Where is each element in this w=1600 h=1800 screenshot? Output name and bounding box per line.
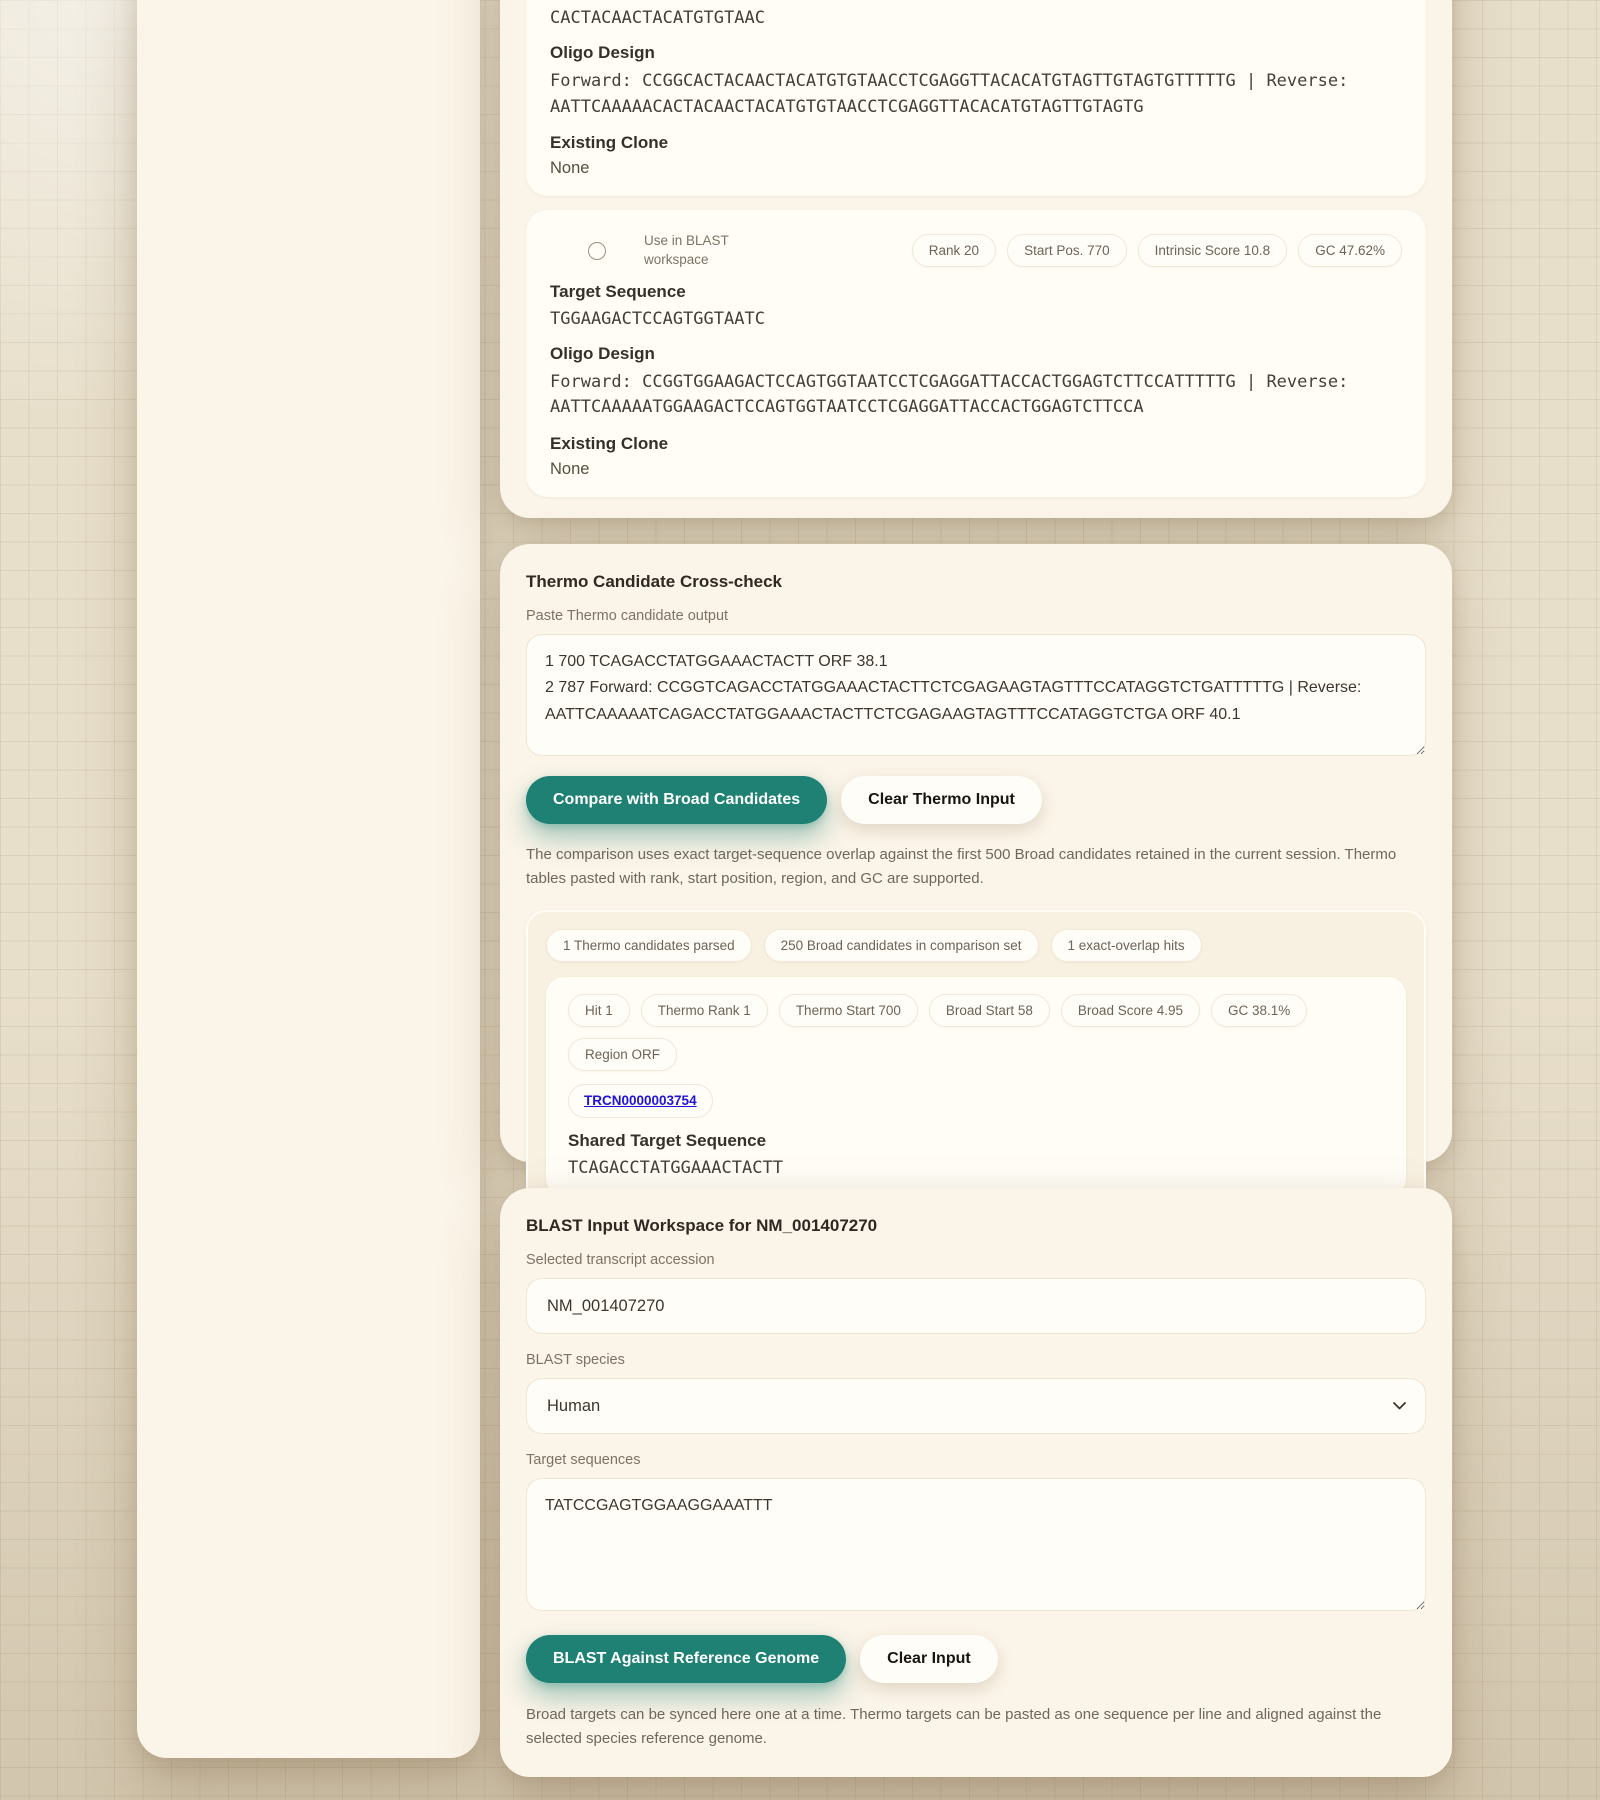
broad-start-badge: Broad Start 58 (929, 994, 1050, 1027)
existing-clone-label: Existing Clone (550, 133, 669, 153)
blast-species-select[interactable] (526, 1378, 1426, 1434)
oligo-design-label: Oligo Design (550, 43, 655, 63)
oligo-design-value: Forward: CCGGTGGAAGACTCCAGTGGTAATCCTCGAGGATTACCACTGGAGTCTTCCATTTTTG | Reverse: AATTCAAAAATGGAAGACTCCAGTGGTAATCCTCGAGGATTACCACTGGAGTCTTCCA (550, 371, 1359, 418)
candidate-2-badges (912, 234, 1402, 267)
target-sequence-label: Target Sequence (550, 281, 686, 301)
shared-target-sequence-value: TCAGACCTATGGAAACTACTT (568, 1158, 783, 1178)
clear-input-button[interactable]: Clear Input (860, 1635, 998, 1683)
accession-input[interactable] (526, 1278, 1426, 1334)
candidate-card-2 (526, 210, 1426, 496)
target-sequence-value: CACTACAACTACATGTGTAAC (550, 8, 765, 29)
thermo-button-row (526, 776, 1426, 824)
target-sequences-textarea[interactable] (526, 1478, 1426, 1611)
thermo-description: The comparison uses exact target-sequence overlap against the first 500 Broad candidates retained in the current session. Thermo tables pasted with rank, start position, region, and GC are supported. (526, 846, 1397, 887)
clear-thermo-input-button[interactable]: Clear Thermo Input (841, 776, 1042, 824)
accession-label: Selected transcript accession (526, 1252, 715, 1268)
blast-card-title: BLAST Input Workspace for NM_001407270 (526, 1216, 878, 1235)
hit-gc-badge: GC 38.1% (1211, 994, 1307, 1027)
blast-workspace-card (500, 1188, 1452, 1777)
intrinsic-score-badge: Intrinsic Score 10.8 (1138, 234, 1288, 267)
region-badge: Region ORF (568, 1038, 677, 1071)
hit-number-badge: Hit 1 (568, 994, 630, 1027)
clone-link-pill (568, 1084, 713, 1118)
thermo-rank-badge: Thermo Rank 1 (641, 994, 768, 1027)
target-sequence-label (550, 0, 1402, 1)
target-sequences-label: Target sequences (526, 1452, 641, 1468)
existing-clone-value: None (550, 159, 590, 178)
species-label: BLAST species (526, 1352, 625, 1368)
use-in-blast-label: Use in BLAST workspace (644, 233, 729, 267)
thermo-parsed-badge: 1 Thermo candidates parsed (546, 929, 752, 962)
overlap-hits-badge: 1 exact-overlap hits (1051, 929, 1202, 962)
species-select-wrap (526, 1378, 1426, 1434)
candidates-card (500, 0, 1452, 518)
comparison-summary-badges (546, 929, 1406, 962)
shared-target-sequence-label: Shared Target Sequence (568, 1131, 767, 1150)
broad-set-badge: 250 Broad candidates in comparison set (764, 929, 1039, 962)
candidate-card-1 (526, 0, 1426, 196)
target-sequence-value: TGGAAGACTCCAGTGGTAATC (550, 308, 765, 329)
thermo-input-textarea[interactable] (526, 634, 1426, 756)
rank-badge: Rank 20 (912, 234, 996, 267)
thermo-crosscheck-card (500, 544, 1452, 1178)
thermo-card-title: Thermo Candidate Cross-check (526, 572, 783, 591)
existing-clone-label: Existing Clone (550, 433, 669, 453)
thermo-start-badge: Thermo Start 700 (779, 994, 918, 1027)
oligo-design-label: Oligo Design (550, 343, 655, 363)
comparison-results-panel (526, 910, 1426, 1216)
clone-accession-link[interactable]: TRCN0000003754 (584, 1093, 697, 1108)
gc-badge: GC 47.62% (1298, 234, 1402, 267)
overlap-hit-card (546, 977, 1406, 1197)
compare-broad-candidates-button[interactable]: Compare with Broad Candidates (526, 776, 827, 824)
hit-badges (568, 994, 1384, 1071)
broad-score-badge: Broad Score 4.95 (1061, 994, 1200, 1027)
main-content (500, 0, 1452, 1777)
sidebar (137, 0, 480, 1758)
thermo-input-label: Paste Thermo candidate output (526, 608, 729, 624)
blast-description: Broad targets can be synced here one at a time. Thermo targets can be pasted as one sequence per line and aligned against the selected species reference genome. (526, 1706, 1382, 1747)
candidate-2-radio-row (550, 232, 1402, 268)
oligo-design-value: Forward: CCGGCACTACAACTACATGTGTAACCTCGAGGTTACACATGTAGTTGTAGTGTTTTTG | Reverse: AATTCAAAAACACTACAACTACATGTGTAACCTCGAGGTTACACATGTAGTTGTAGTG (550, 71, 1359, 117)
blast-against-genome-button[interactable]: BLAST Against Reference Genome (526, 1635, 846, 1683)
blast-button-row (526, 1635, 1426, 1683)
use-in-blast-radio[interactable] (588, 242, 606, 260)
existing-clone-value: None (550, 459, 590, 478)
start-pos-badge: Start Pos. 770 (1007, 234, 1127, 267)
